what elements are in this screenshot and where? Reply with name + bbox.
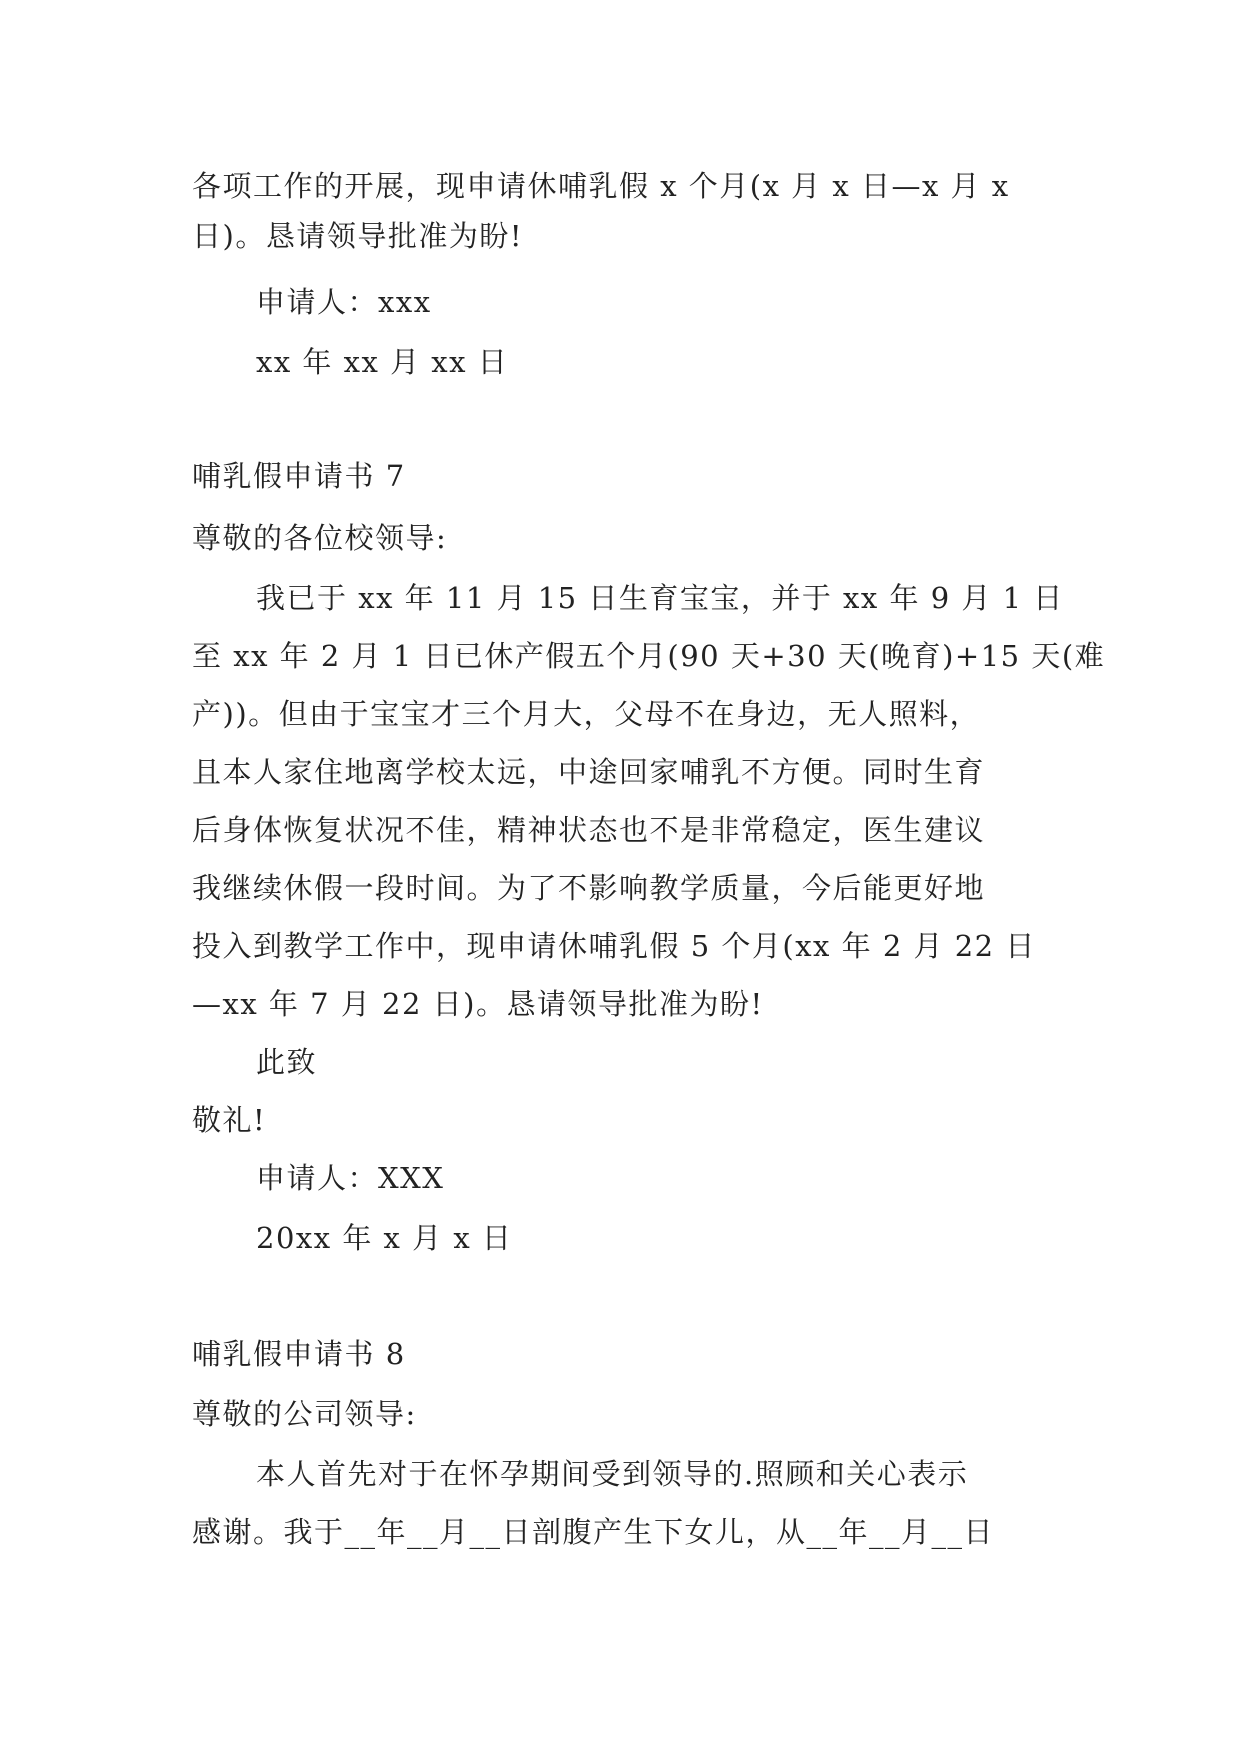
closing-regards: 敬礼! [192, 1103, 267, 1137]
body-line: 投入到教学工作中，现申请休哺乳假 5 个月(xx 年 2 月 22 日 [192, 929, 1036, 963]
body-line: 本人首先对于在怀孕期间受到领导的.照顾和关心表示 [256, 1457, 969, 1491]
body-line: 感谢。我于__年__月__日剖腹产生下女儿，从__年__月__日 [192, 1515, 995, 1549]
body-line: 我继续休假一段时间。为了不影响教学质量，今后能更好地 [192, 871, 986, 905]
salutation: 尊敬的公司领导: [192, 1397, 417, 1431]
section-title: 哺乳假申请书 8 [192, 1337, 406, 1371]
body-line: —xx 年 7 月 22 日)。恳请领导批准为盼! [192, 987, 764, 1021]
closing: 此致 [256, 1045, 318, 1079]
section-title: 哺乳假申请书 7 [192, 459, 406, 493]
salutation: 尊敬的各位校领导: [192, 521, 448, 555]
signature-date: 20xx 年 x 月 x 日 [256, 1221, 513, 1255]
body-line: 且本人家住地离学校太远，中途回家哺乳不方便。同时生育 [192, 755, 986, 789]
body-line: 我已于 xx 年 11 月 15 日生育宝宝，并于 xx 年 9 月 1 日 [256, 581, 1064, 615]
signature-applicant: 申请人：XXX [256, 1161, 445, 1195]
body-line: 后身体恢复状况不佳，精神状态也不是非常稳定，医生建议 [192, 813, 986, 847]
body-line: 产))。但由于宝宝才三个月大，父母不在身边，无人照料， [192, 697, 981, 731]
body-line: 至 xx 年 2 月 1 日已休产假五个月(90 天+30 天(晚育)+15 天(难 [192, 639, 1106, 673]
body-line: 各项工作的开展，现申请休哺乳假 x 个月(x 月 x 日—x 月 x [192, 169, 1010, 203]
body-line: 日)。恳请领导批准为盼! [192, 219, 523, 253]
signature-applicant: 申请人：xxx [256, 285, 432, 319]
signature-date: xx 年 xx 月 xx 日 [256, 345, 509, 379]
